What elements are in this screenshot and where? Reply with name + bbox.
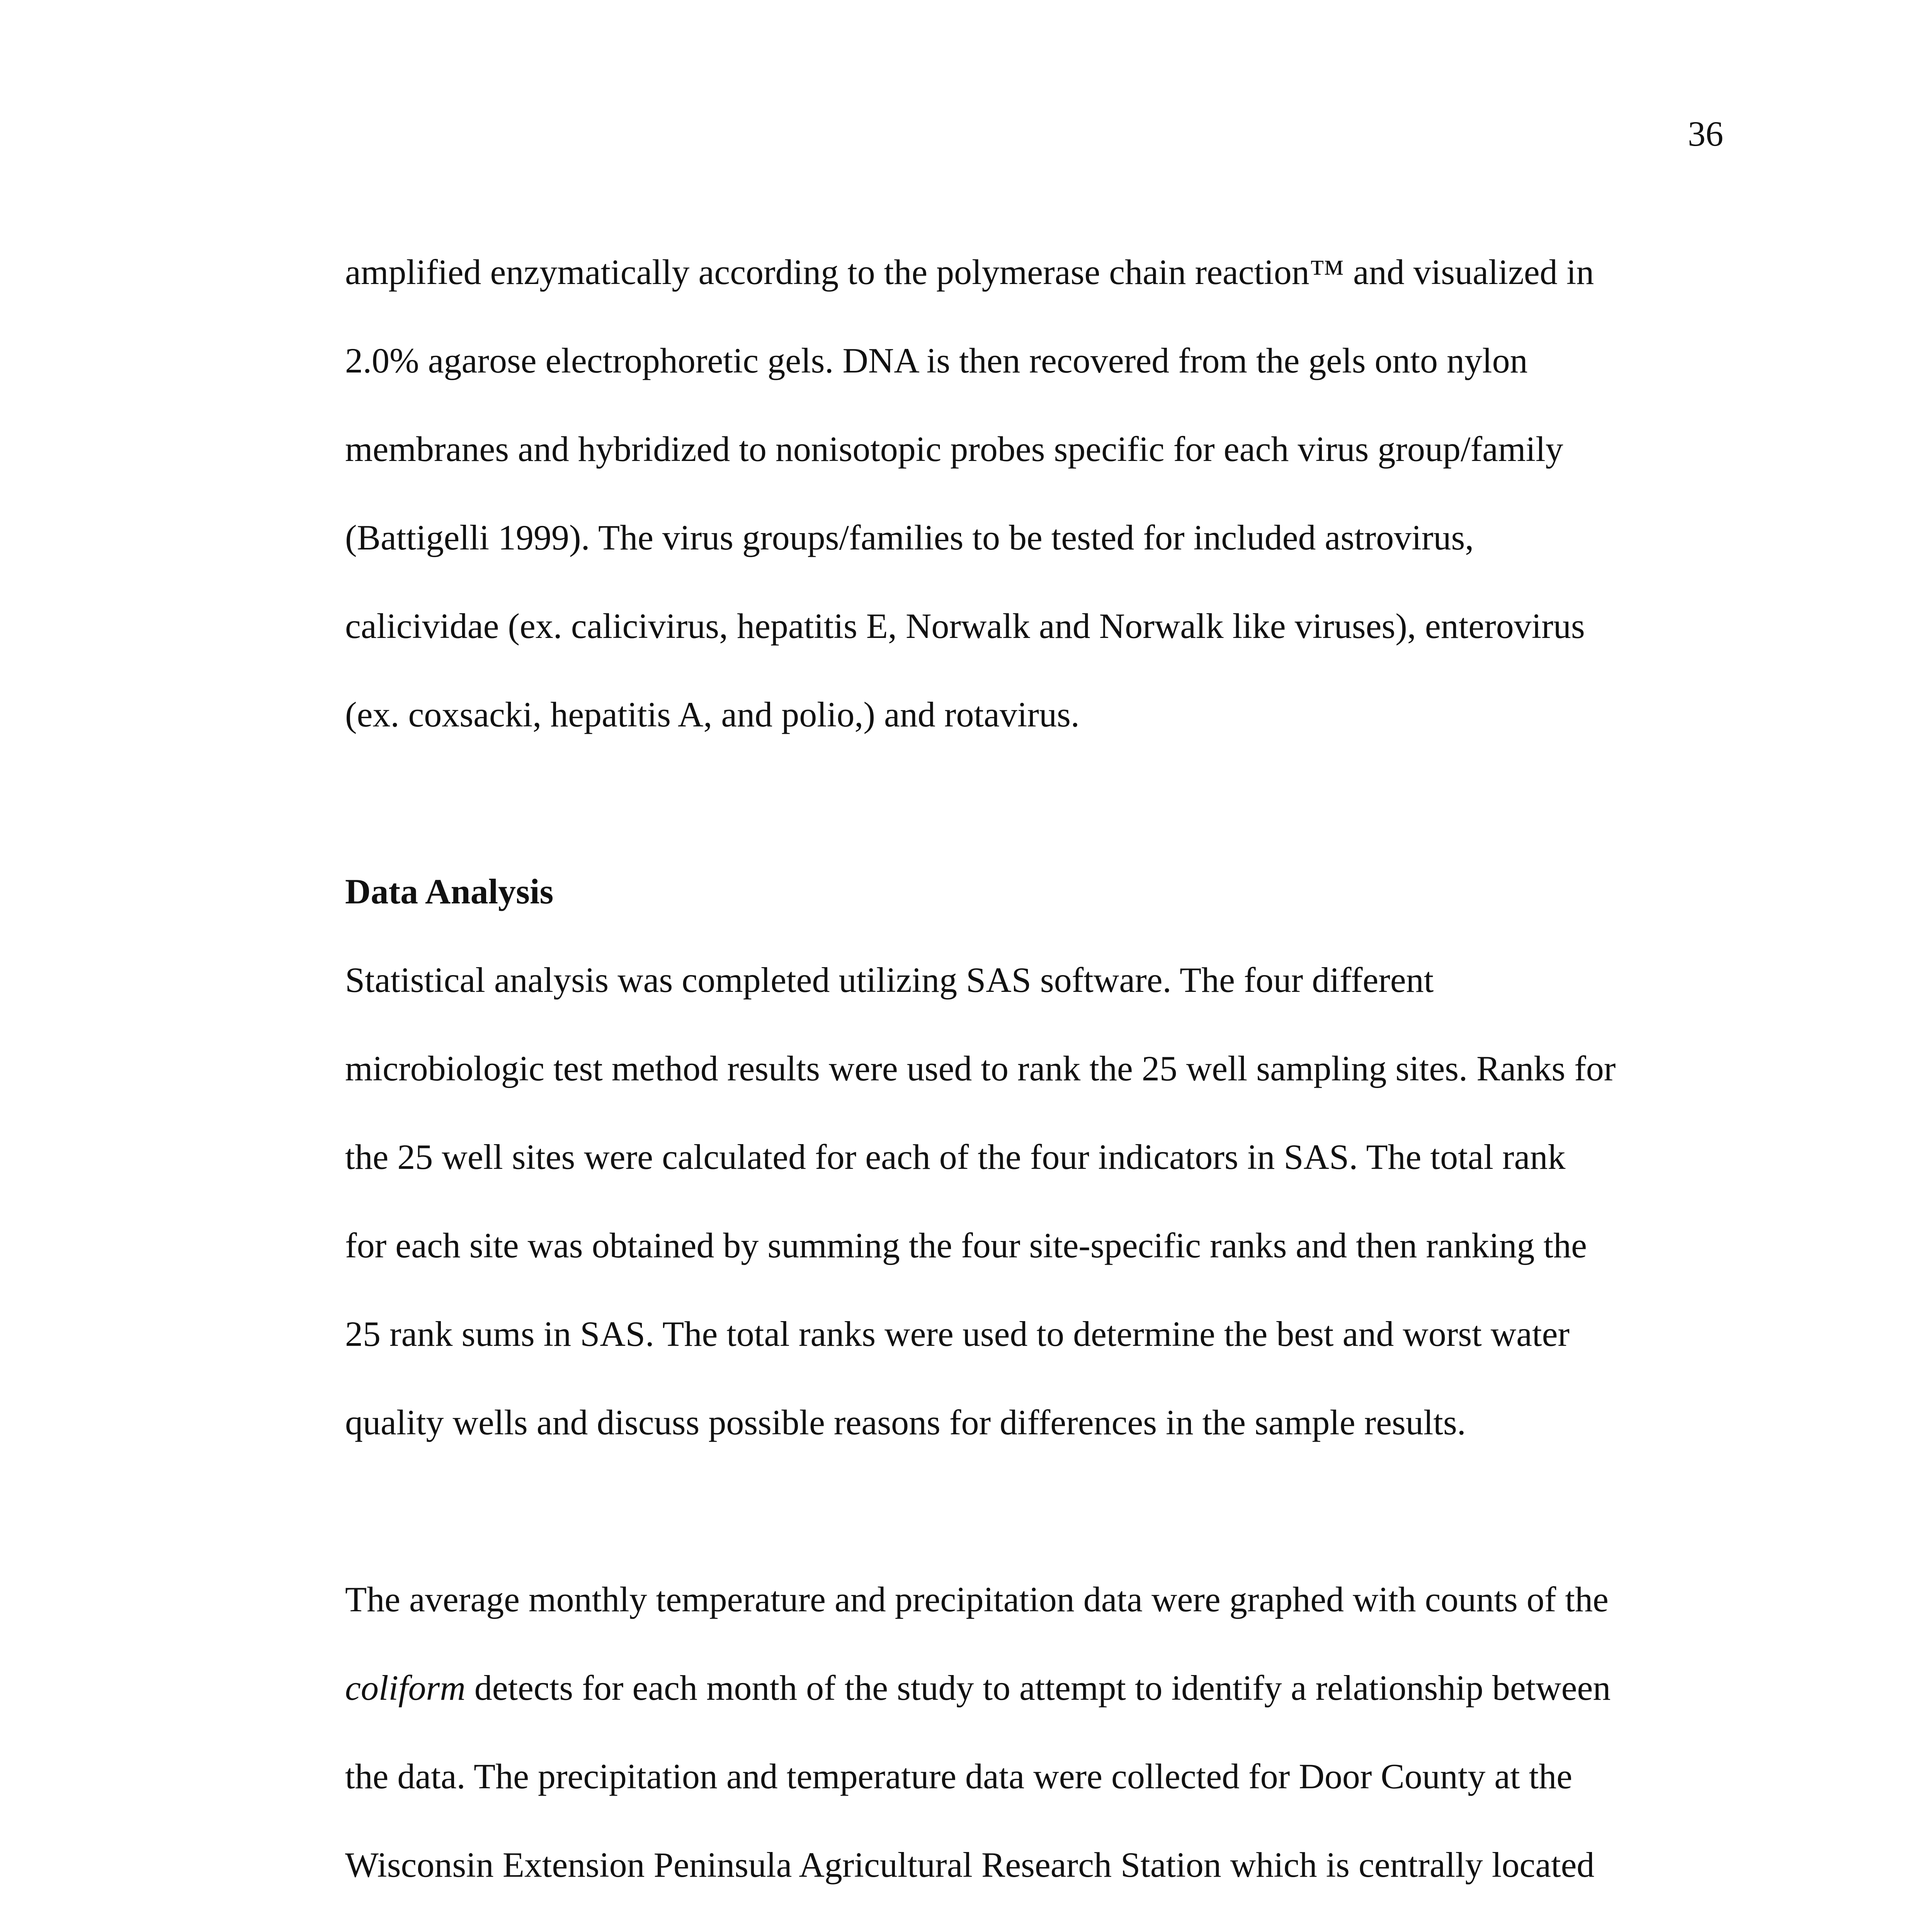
- paragraph-line: the data. The precipitation and temperature data were collected for Door County at the: [345, 1757, 1573, 1796]
- paragraph-line: (ex. coxsacki, hepatitis A, and polio,) and rotavirus.: [345, 695, 1080, 734]
- italic-term: coliform: [345, 1668, 466, 1708]
- paragraph-line: calicividae (ex. calicivirus, hepatitis E, Norwalk and Norwalk like viruses), enterovirus: [345, 606, 1585, 646]
- paragraph-line: 2.0% agarose electrophoretic gels. DNA is then recovered from the gels onto nylon: [345, 341, 1528, 380]
- paragraph-methods-continued: [345, 228, 1752, 759]
- paragraph-line: amplified enzymatically according to the polymerase chain reaction™ and visualized in: [345, 252, 1594, 292]
- document-body: [345, 228, 1752, 1932]
- paragraph-data-analysis: [345, 936, 1752, 1467]
- paragraph-line: membranes and hybridized to nonisotopic probes specific for each virus group/family: [345, 429, 1563, 469]
- paragraph-line: 25 rank sums in SAS. The total ranks were used to determine the best and worst water: [345, 1314, 1570, 1354]
- paragraph-line-rest: detects for each month of the study to attempt to identify a relationship between: [465, 1668, 1611, 1708]
- page-number: 36: [1688, 114, 1723, 153]
- paragraph-line: Statistical analysis was completed utilizing SAS software. The four different: [345, 960, 1434, 1000]
- paragraph-gap: [345, 1467, 1752, 1555]
- paragraph-gap: [345, 759, 1752, 847]
- section-heading: Data Analysis: [345, 872, 554, 911]
- paragraph-line: [345, 1909, 1752, 1932]
- paragraph-line: Wisconsin Extension Peninsula Agricultural Research Station which is centrally located: [345, 1845, 1595, 1884]
- paragraph-line: for each site was obtained by summing the four site-specific ranks and then ranking the: [345, 1226, 1587, 1265]
- paragraph-temperature-precipitation: [345, 1555, 1752, 1932]
- paragraph-line: The average monthly temperature and precipitation data were graphed with counts of the: [345, 1580, 1609, 1619]
- paragraph-line: (Battigelli 1999). The virus groups/families to be tested for included astrovirus,: [345, 518, 1474, 557]
- paragraph-line: quality wells and discuss possible reasons for differences in the sample results.: [345, 1403, 1466, 1442]
- paragraph-line: [345, 1644, 1752, 1732]
- paragraph-line: the 25 well sites were calculated for each of the four indicators in SAS. The total rank: [345, 1137, 1566, 1177]
- paragraph-line: microbiologic test method results were used to rank the 25 well sampling sites. Ranks for: [345, 1049, 1616, 1088]
